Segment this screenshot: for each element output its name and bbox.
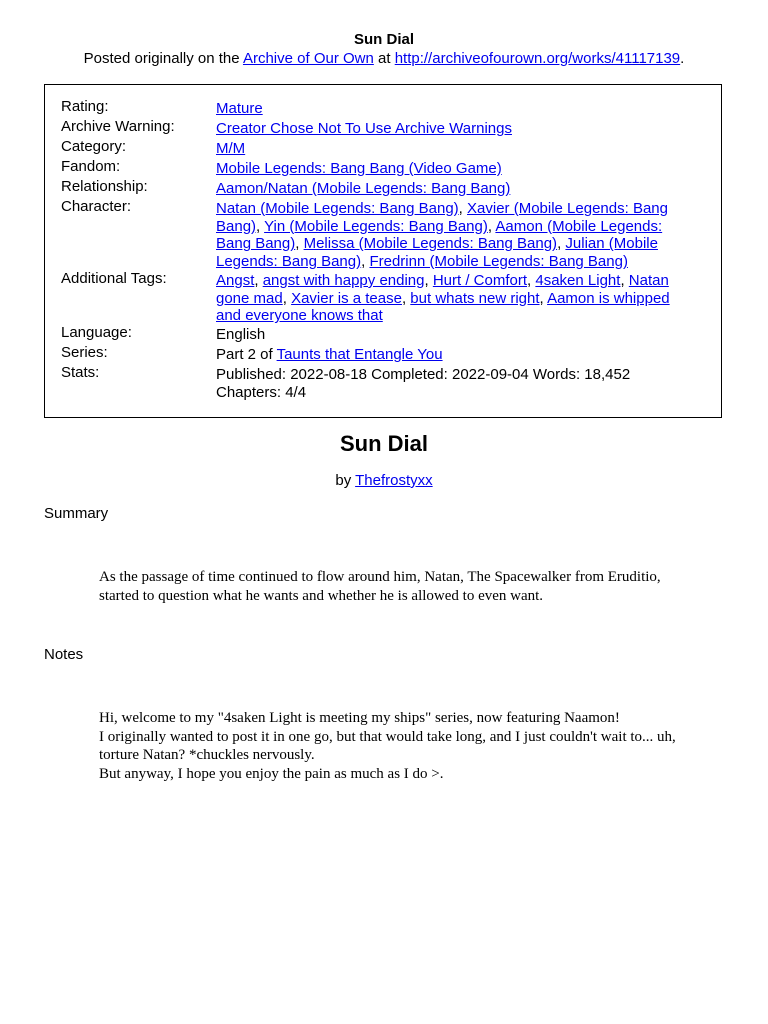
- summary-heading: Summary: [44, 505, 109, 522]
- tag-link[interactable]: Xavier is a tease: [291, 289, 402, 307]
- notes-line: Hi, welcome to my "4saken Light is meeting my ships" series, now featuring Naamon!: [99, 710, 620, 726]
- tag-link[interactable]: but whats new right: [410, 289, 540, 307]
- work-title: Sun Dial: [339, 431, 428, 456]
- summary-text: [99, 568, 699, 605]
- work-metadata-box: [44, 84, 722, 418]
- tag-link[interactable]: Natan gone mad: [216, 272, 669, 307]
- relationship-link[interactable]: Aamon/Natan (Mobile Legends: Bang Bang): [216, 180, 511, 197]
- fandom-link[interactable]: Mobile Legends: Bang Bang (Video Game): [216, 160, 502, 177]
- stats-label: Stats:: [61, 364, 100, 381]
- author-link[interactable]: Thefrostyxx: [355, 472, 433, 489]
- tag-link[interactable]: 4saken Light: [535, 272, 621, 289]
- document-header-title: Sun Dial: [353, 31, 414, 48]
- archive-warning-link[interactable]: Creator Chose Not To Use Archive Warnings: [216, 120, 512, 137]
- series-link[interactable]: Taunts that Entangle You: [276, 346, 443, 363]
- additional-tags-label: Additional Tags:: [61, 270, 167, 287]
- rating-link[interactable]: Mature: [216, 100, 263, 117]
- notes-heading: Notes: [44, 646, 84, 663]
- rating-label: Rating:: [61, 98, 109, 115]
- category-label: Category:: [61, 138, 127, 155]
- fandom-label: Fandom:: [61, 158, 121, 175]
- character-link[interactable]: Aamon (Mobile Legends: Bang Bang): [216, 217, 663, 253]
- notes-text: [99, 709, 699, 783]
- character-link[interactable]: Fredrinn (Mobile Legends: Bang Bang): [369, 252, 628, 270]
- tag-list: Angst, angst with happy ending, Hurt / Comfort, 4saken Light, Natan gone mad, Xavier is a tease, but whats new right, Aamon is whipped and everyone knows that: [216, 272, 670, 325]
- posted-mid: at: [373, 50, 395, 67]
- tag-link[interactable]: angst with happy ending: [262, 272, 425, 289]
- language-value: English: [216, 326, 266, 343]
- category-link[interactable]: M/M: [216, 140, 246, 157]
- tag-link[interactable]: Hurt / Comfort: [432, 272, 528, 289]
- summary-paragraph: As the passage of time continued to flow around him, Natan, The Spacewalker from Eruditio, started to question what he wants and whether he is allowed to even want.: [99, 569, 661, 604]
- notes-line: But anyway, I hope you enjoy the pain as much as I do >.: [99, 765, 444, 782]
- by-prefix: by: [335, 472, 356, 489]
- tag-link[interactable]: Angst: [216, 272, 255, 289]
- character-link[interactable]: Melissa (Mobile Legends: Bang Bang): [303, 235, 558, 253]
- notes-line: I originally wanted to post it in one go, but that would take long, and I just couldn't wait to... uh, torture Natan? *chuckles nervously.: [99, 728, 676, 763]
- language-label: Language:: [61, 324, 132, 341]
- character-list: Natan (Mobile Legends: Bang Bang), Xavier (Mobile Legends: Bang Bang), Yin (Mobile Legends: Bang Bang), Aamon (Mobile Legends: Bang Bang), Melissa (Mobile Legends: Bang Bang), Julian (Mobile Legends: Bang Bang), Fredrinn (Mobile Legends: Bang Bang): [216, 200, 668, 270]
- tag-link[interactable]: Aamon is whipped and everyone knows that: [216, 289, 670, 325]
- stats-value: Published: 2022-08-18 Completed: 2022-09-04 Words: 18,452 Chapters: 4/4: [216, 366, 631, 401]
- posted-prefix: Posted originally on the: [83, 50, 243, 67]
- relationship-label: Relationship:: [61, 178, 148, 195]
- character-link[interactable]: Xavier (Mobile Legends: Bang Bang): [216, 200, 668, 235]
- character-link[interactable]: Yin (Mobile Legends: Bang Bang): [264, 217, 488, 235]
- archive-link[interactable]: Archive of Our Own: [242, 50, 374, 67]
- series-label: Series:: [61, 344, 108, 361]
- series-prefix: Part 2 of: [216, 346, 277, 363]
- posted-suffix: .: [680, 50, 685, 67]
- byline: [0, 472, 768, 490]
- character-label: Character:: [61, 198, 132, 215]
- character-link[interactable]: Julian (Mobile Legends: Bang Bang): [216, 235, 658, 270]
- work-url-link[interactable]: http://archiveofourown.org/works/41117139: [394, 50, 681, 67]
- character-link[interactable]: Natan (Mobile Legends: Bang Bang): [216, 200, 459, 217]
- posted-originally-line: [0, 50, 768, 68]
- archive-warning-label: Archive Warning:: [61, 118, 175, 135]
